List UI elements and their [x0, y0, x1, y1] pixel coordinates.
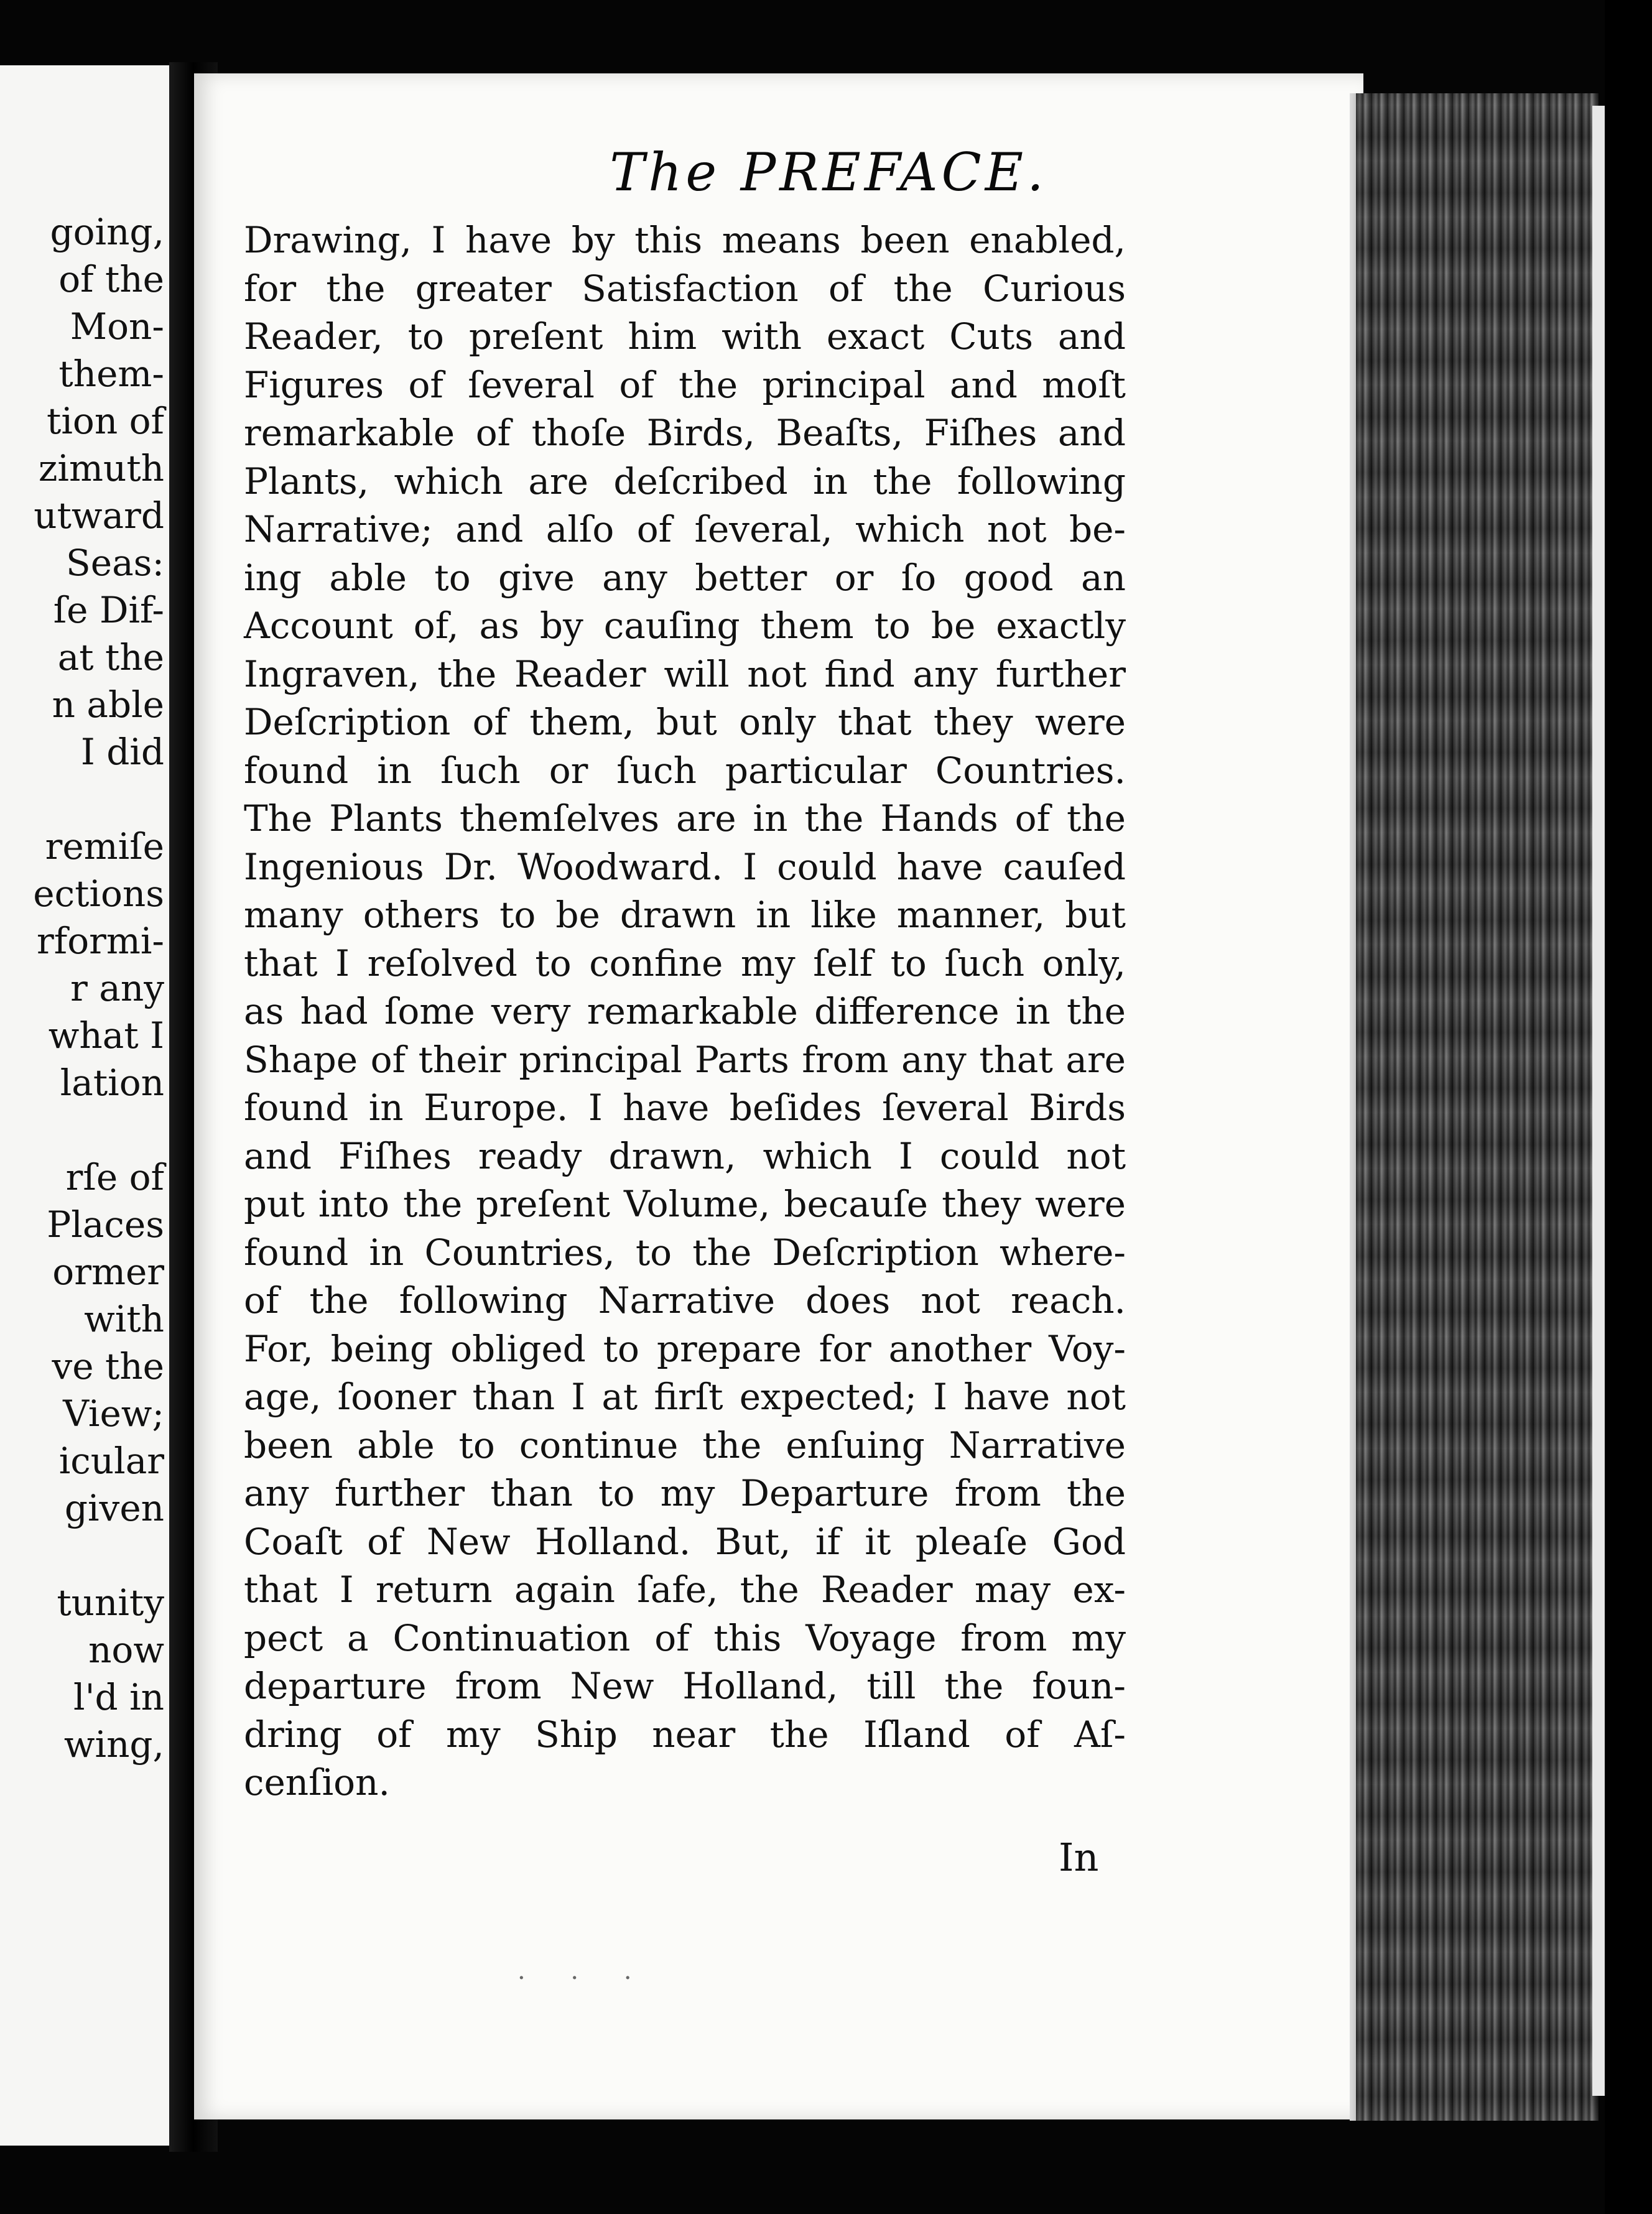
text-line: Shape of their principal Parts from any that are — [244, 1038, 1126, 1081]
left-page-line: wing, — [63, 1723, 164, 1766]
text-line: Ingenious Dr. Woodward. I could have cauſed — [244, 845, 1126, 888]
text-line: remarkable of thoſe Birds, Beaſts, Fiſhes and — [244, 412, 1126, 454]
left-page-line: what I — [48, 1014, 164, 1057]
book-board-edge — [1592, 106, 1605, 2096]
text-line: Figures of ſeveral of the principal and moſt — [244, 363, 1126, 406]
left-page-line: ormer — [52, 1251, 164, 1293]
left-page-line: rſe of — [65, 1156, 164, 1198]
text-line: age, ſooner than I at firſt expected; I have not — [244, 1376, 1126, 1418]
text-line: pect a Continuation of this Voyage from my — [244, 1616, 1126, 1659]
left-page-line — [0, 1532, 164, 1579]
left-page-line: going, — [50, 211, 164, 253]
text-line: found in ſuch or ſuch particular Countries. — [244, 749, 1126, 792]
text-line: Ingraven, the Reader will not find any further — [244, 652, 1126, 695]
left-page-line: rformi- — [37, 920, 164, 962]
text-line: Plants, which are deſcribed in the following — [244, 460, 1126, 503]
left-page-line: now — [88, 1629, 164, 1671]
text-line: Coaſt of New Holland. But, if it pleaſe God — [244, 1520, 1126, 1563]
text-line: as had ſome very remarkable difference in the — [244, 990, 1126, 1032]
text-line: and Fiſhes ready drawn, which I could not — [244, 1134, 1126, 1177]
left-page-line — [0, 776, 164, 823]
left-page-line: remiſe — [45, 825, 164, 868]
left-page-line: lation — [60, 1062, 164, 1104]
text-line: found in Countries, to the Deſcription where- — [244, 1231, 1126, 1274]
left-page-line: tunity — [57, 1582, 164, 1624]
text-line: Account of, as by cauſing them to be exactly — [244, 604, 1126, 647]
text-line: dring of my Ship near the Iſland of Aſ- — [244, 1713, 1126, 1756]
text-line: many others to be drawn in like manner, but — [244, 894, 1126, 936]
left-page-line: with — [84, 1298, 164, 1340]
text-line: Deſcription of them, but only that they were — [244, 701, 1126, 743]
left-page-line: zimuth — [38, 447, 164, 489]
left-page-line: Mon- — [70, 305, 164, 348]
left-page-line: of the — [58, 258, 164, 300]
book-fore-edge — [1356, 93, 1599, 2121]
left-page-line: icular — [58, 1440, 164, 1482]
text-line: Narrative; and alſo of ſeveral, which not be- — [244, 508, 1126, 550]
left-page-line: n able — [52, 683, 164, 726]
printer-ornament-marks: · · · — [517, 1964, 651, 1993]
left-page-line: l'd in — [73, 1676, 164, 1718]
text-line: ing able to give any better or ſo good an — [244, 556, 1126, 599]
left-page-line: View; — [63, 1392, 164, 1435]
left-page-line: ſe Dif- — [53, 589, 164, 631]
left-page-text — [0, 208, 164, 1768]
left-page-line: tion of — [47, 400, 164, 442]
left-page-line: at the — [57, 636, 164, 679]
text-line: departure from New Holland, till the foun- — [244, 1665, 1126, 1707]
left-page-line: Places — [47, 1203, 164, 1246]
text-line: any further than to my Departure from the — [244, 1472, 1126, 1514]
left-page-line: utward — [34, 494, 164, 537]
text-line: for the greater Satisfaction of the Curious — [244, 267, 1126, 310]
left-page-line: I did — [80, 731, 164, 773]
text-line: of the following Narrative does not reach. — [244, 1279, 1126, 1322]
left-page-line: ve the — [52, 1345, 164, 1387]
left-page-line — [0, 1106, 164, 1154]
text-line: Drawing, I have by this means been enabled, — [244, 219, 1126, 261]
left-page-line: ections — [33, 873, 164, 915]
preface-body-text — [244, 216, 1126, 1807]
text-line: been able to continue the enſuing Narrative — [244, 1424, 1126, 1466]
left-page-line: r any — [70, 967, 164, 1009]
catchword: In — [1059, 1835, 1099, 1880]
left-page-line: given — [64, 1487, 164, 1529]
running-head: The PREFACE. — [610, 142, 1047, 203]
text-line: found in Europe. I have beſides ſeveral Birds — [244, 1086, 1126, 1129]
left-page-line: Seas: — [66, 542, 164, 584]
text-line: that I reſolved to confine my ſelf to ſuch only, — [244, 942, 1126, 984]
text-line: put into the preſent Volume, becauſe they were — [244, 1183, 1126, 1225]
text-line: Reader, to preſent him with exact Cuts and — [244, 315, 1126, 358]
text-line: cenſion. — [244, 1761, 390, 1804]
text-line: that I return again ſafe, the Reader may ex- — [244, 1568, 1126, 1611]
text-line: For, being obliged to prepare for another Voy- — [244, 1327, 1126, 1370]
left-facing-page — [0, 65, 169, 2146]
preface-page — [194, 73, 1363, 2119]
scan-background — [1605, 0, 1652, 2214]
left-page-line: them- — [58, 353, 164, 395]
text-line: The Plants themſelves are in the Hands of the — [244, 797, 1126, 840]
